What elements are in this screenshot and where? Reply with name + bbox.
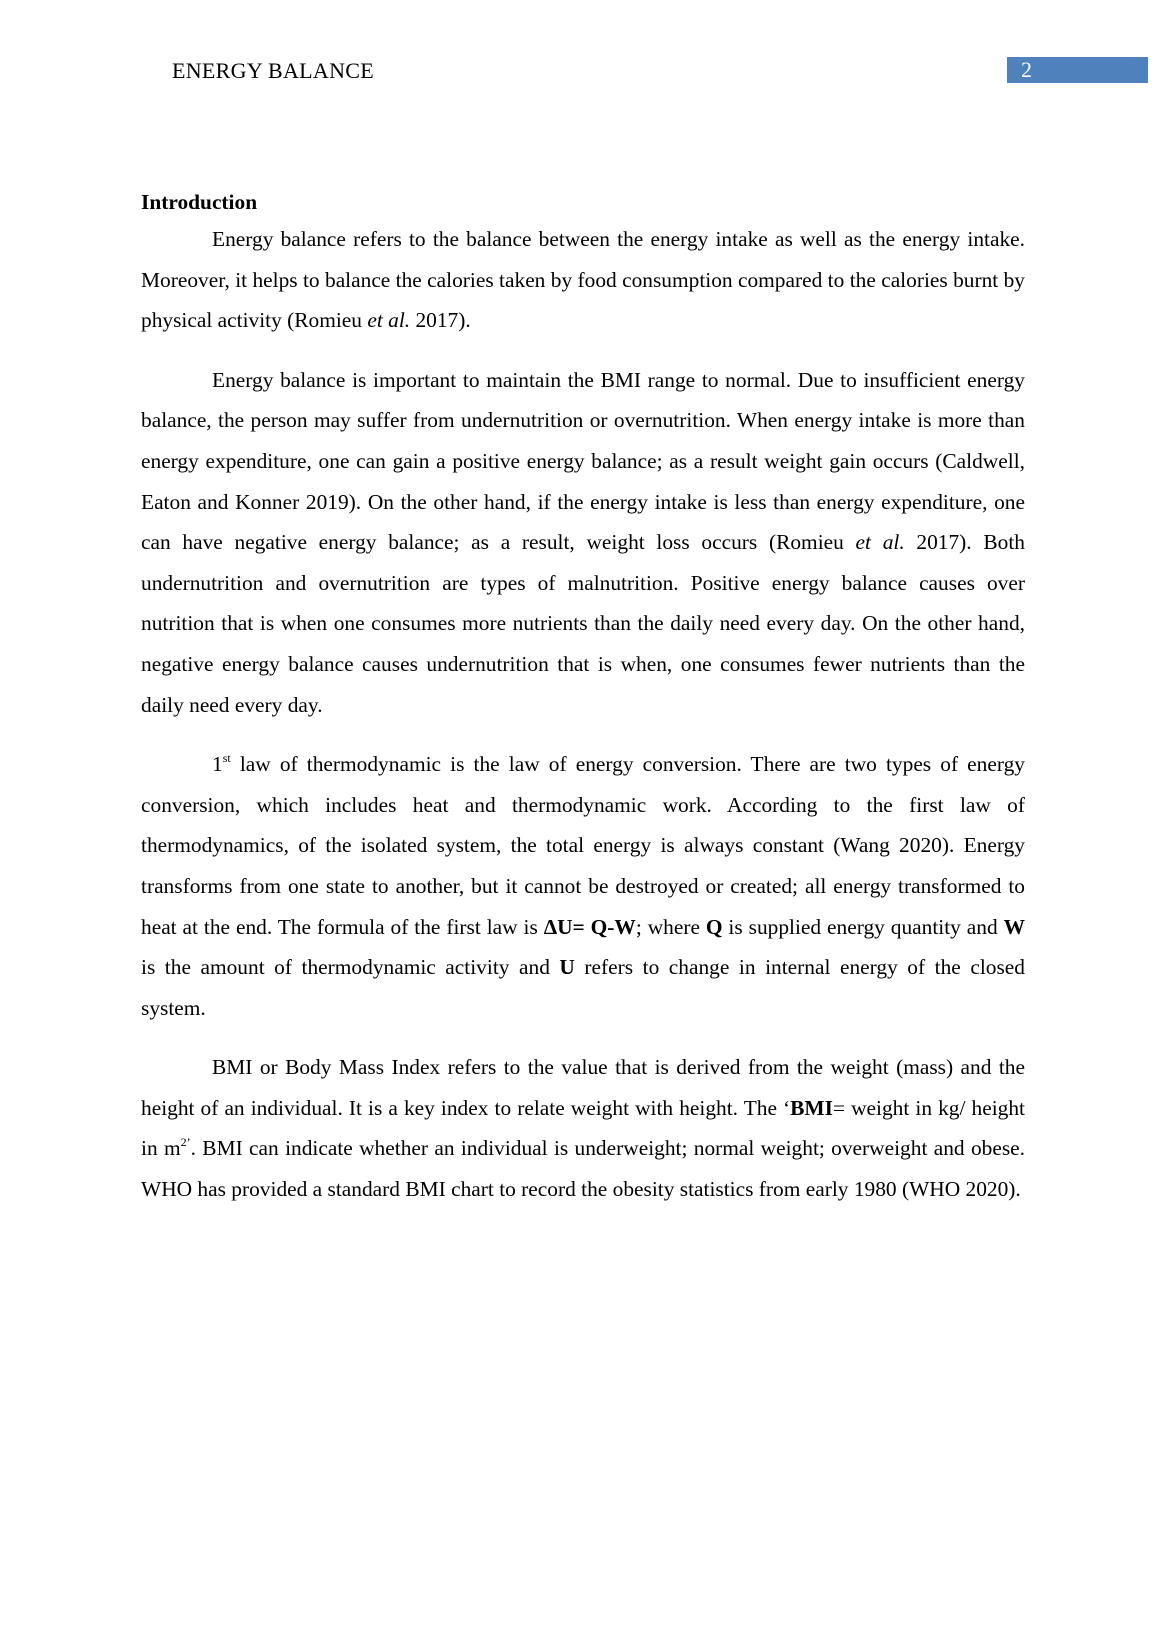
text-run: 2017). Both undernutrition and overnutrition are types of malnutrition. Positive energy balance causes over nutrition that is when one consumes more nutrients than the daily need every day. On the other hand, negative energy balance causes undernutrition that is when, one consumes fewer nutrients than the daily need every day. [141,530,1025,717]
text-run: = weight in kg/ height in m [141,1095,1025,1161]
exponent: 2’ [180,1135,191,1150]
section-heading: Introduction [141,190,258,214]
page-number: 2 [1021,57,1032,82]
paragraph-energy-balance-definition [141,219,1025,341]
citation-etal: et al. [367,308,411,333]
text-run: Energy balance is important to maintain the BMI range to normal. Due to insufficient energy balance, the person may suffer from undernutrition or overnutrition. When energy intake is more than energy expenditure, one can gain a positive energy balance; as a result weight gain occurs (Caldwell, Eaton and Konner 2019). On the other hand, if the energy intake is less than energy expenditure, one can have negative energy balance; as a result, weight loss occurs (Romieu [141,367,1025,555]
text-run: Energy balance refers to the balance between the energy intake as well as the energy intake. Moreover, it helps to balance the calories taken by food consumption compared to the calories burnt by physical activity (Romieu [141,227,1025,333]
document-body [141,185,1025,1210]
page-number-badge [1007,57,1148,83]
running-header-title: ENERGY BALANCE [172,58,374,83]
ordinal-suffix: st [222,751,231,766]
paragraph-thermodynamics [141,744,1025,1028]
text-run: . BMI can indicate whether an individual is underweight; normal weight; overweight and obese. WHO has provided a standard BMI chart to record the obesity statistics from early 1980 (WHO 2020). [141,1136,1025,1202]
paragraph-energy-balance-importance [141,360,1025,725]
symbol-w: W [1003,914,1025,939]
text-run: refers to change in internal energy of the closed system. [141,955,1025,1020]
symbol-u: U [559,955,575,980]
citation-etal: et al. [855,530,905,555]
text-run: is supplied energy quantity and [722,914,1004,939]
text-run: ; where [635,914,706,939]
formula-first-law: ΔU= Q-W [543,914,636,939]
text-run: 2017). [410,308,471,333]
symbol-q: Q [705,914,723,939]
bmi-term: BMI [790,1095,833,1120]
text-run: law of thermodynamic is the law of energy conversion. There are two types of energy conversion, which includes heat and thermodynamic work. According to the first law of thermodynamics, of the isolated system, the total energy is always constant (Wang 2020). Energy transforms from one state to another, but it cannot be destroyed or created; all energy transformed to heat at the end. The formula of the first law is [141,752,1025,939]
text-run: BMI or Body Mass Index refers to the value that is derived from the weight (mass) and the height of an individual. It is a key index to relate weight with height. The ‘ [141,1055,1025,1120]
paragraph-bmi [141,1047,1025,1209]
ordinal-number: 1 [212,752,223,777]
text-run: is the amount of thermodynamic activity and [141,955,560,980]
